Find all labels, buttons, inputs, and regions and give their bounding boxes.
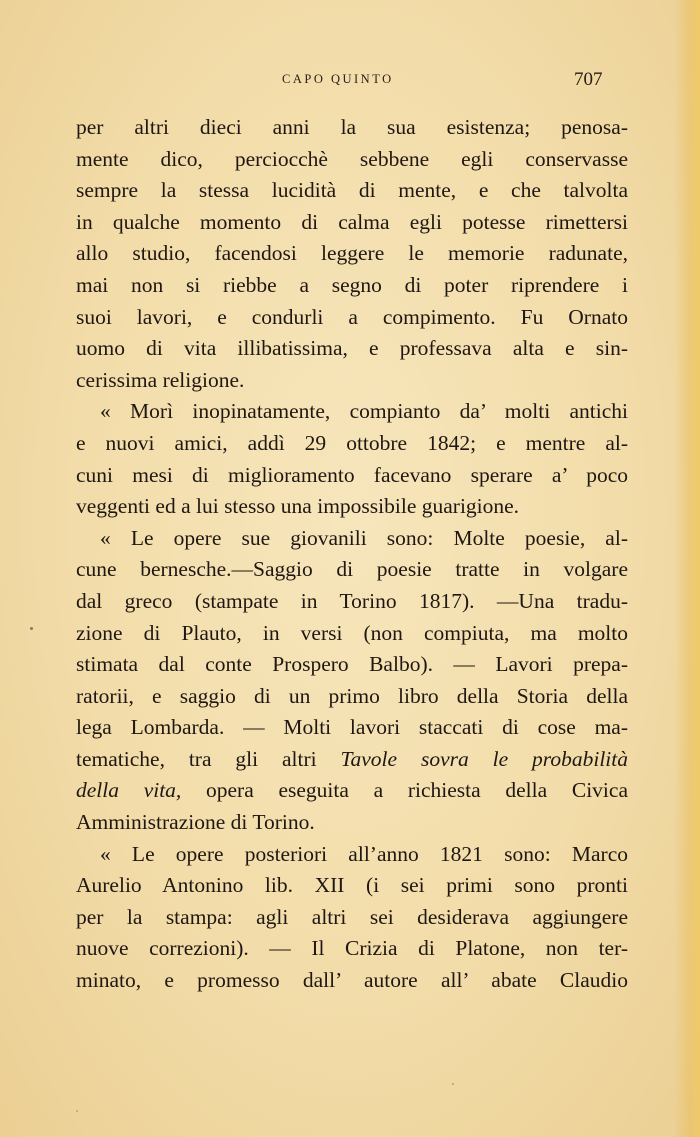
text-line: in qualche momento di calma egli potesse rimettersi xyxy=(76,209,628,234)
text-line: stimata dal conte Prospero Balbo). — Lavori prepa- xyxy=(76,652,628,677)
text-line: e nuovi amici, addì 29 ottobre 1842; e mentre al- xyxy=(76,430,628,455)
paper-speck xyxy=(452,1083,454,1085)
running-head xyxy=(0,69,700,96)
text-line: dal greco (stampate in Torino 1817). —Una tradu- xyxy=(76,588,628,613)
text-line: per altri dieci anni la sua esistenza; penosa- xyxy=(76,115,628,139)
page-edge-shadow xyxy=(674,0,700,1137)
paragraph-start: « Le opere posteriori all’anno 1821 sono: Marco xyxy=(100,841,628,866)
text-segment: tematiche, tra gli altri xyxy=(76,746,317,771)
text-line: lega Lombarda. — Molti lavori staccati di cose ma- xyxy=(76,715,628,740)
text-line: veggenti ed a lui stesso una impossibile guarigione. xyxy=(76,494,520,519)
text-line: mai non si riebbe a segno di poter riprendere i xyxy=(76,272,628,297)
text-line: sempre la stessa lucidità di mente, e che talvolta xyxy=(76,178,628,203)
text-line: suoi lavori, e condurli a compimento. Fu Ornato xyxy=(76,304,628,329)
text-line: cerissima religione. xyxy=(76,367,245,392)
text-line: allo studio, facendosi leggere le memorie radunate, xyxy=(76,241,628,266)
text-line: zione di Plauto, in versi (non compiuta, ma molto xyxy=(76,620,628,645)
text-line: cune bernesche.—Saggio di poesie tratte in volgare xyxy=(76,557,628,582)
body-text xyxy=(76,112,628,997)
chapter-title: CAPO QUINTO xyxy=(282,72,394,86)
italic-title: Tavole sovra le probabilità xyxy=(340,746,628,771)
text-line xyxy=(76,744,628,776)
text-line: Amministrazione di Torino. xyxy=(76,810,315,835)
text-line: mente dico, perciocchè sebbene egli conservasse xyxy=(76,146,628,171)
text-line: per la stampa: agli altri sei desiderava aggiungere xyxy=(76,904,628,929)
paper-speck xyxy=(76,1110,78,1112)
text-line: uomo di vita illibatissima, e professava alta e sin- xyxy=(76,336,628,361)
text-segment: opera eseguita a richiesta della Civica xyxy=(206,778,628,803)
text-line: nuove correzioni). — Il Crizia di Platone, non ter- xyxy=(76,936,628,961)
page-number: 707 xyxy=(574,69,603,90)
text-line: minato, e promesso dall’ autore all’ abate Claudio xyxy=(76,968,628,993)
paragraph-start: « Le opere sue giovanili sono: Molte poesie, al- xyxy=(100,525,628,550)
italic-title: della vita, xyxy=(76,778,182,803)
text-line: ratorii, e saggio di un primo libro della Storia della xyxy=(76,683,628,708)
paragraph-start: « Morì inopinatamente, compianto da’ molti antichi xyxy=(100,399,628,424)
text-line xyxy=(76,775,628,807)
text-line: cuni mesi di miglioramento facevano sperare a’ poco xyxy=(76,462,628,487)
text-line: Aurelio Antonino lib. XII (i sei primi sono pronti xyxy=(76,873,628,898)
paper-speck xyxy=(30,627,33,630)
